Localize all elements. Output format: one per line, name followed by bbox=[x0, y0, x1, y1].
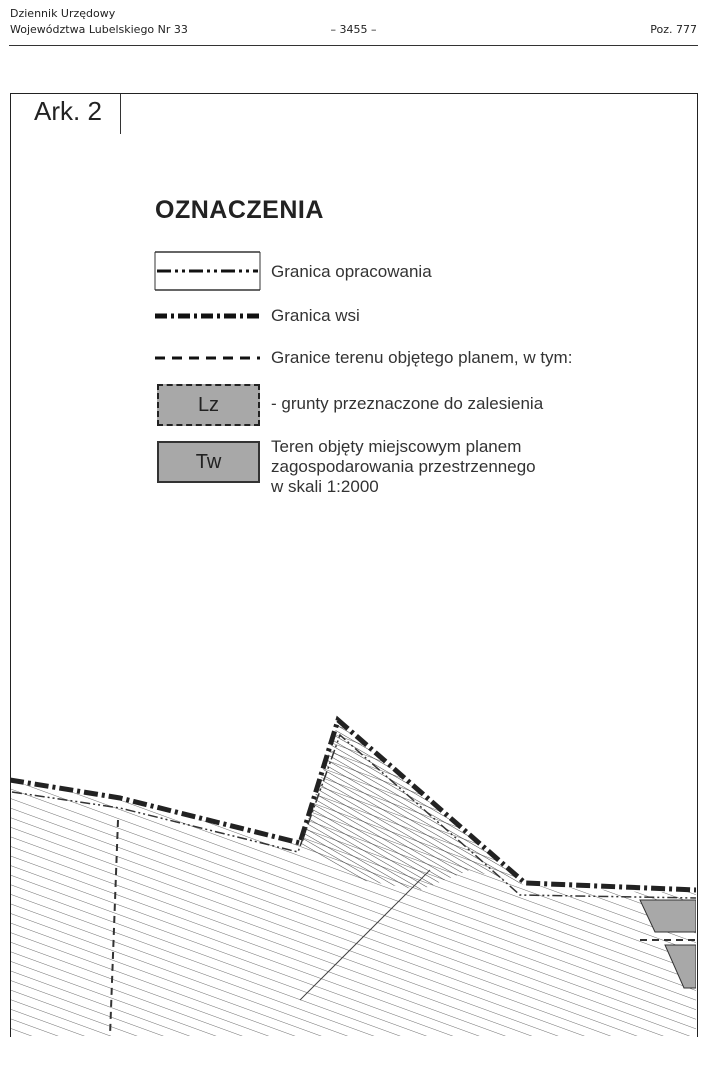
sheet-label: Ark. 2 bbox=[34, 96, 102, 126]
legend-label-local-plan-line3: w skali 1:2000 bbox=[271, 477, 379, 496]
legend-label-village-boundary: Granica wsi bbox=[271, 306, 360, 325]
legend-symbol-afforestation bbox=[157, 384, 260, 426]
legend-label-plan-area: Granice terenu objętego planem, w tym: bbox=[271, 348, 573, 367]
position-number: Poz. 777 bbox=[650, 23, 697, 36]
legend-label-study-boundary: Granica opracowania bbox=[271, 262, 432, 281]
journal-title-line2: Województwa Lubelskiego Nr 33 bbox=[10, 23, 188, 36]
journal-title-line1: Dziennik Urzędowy bbox=[10, 7, 116, 20]
legend-label-local-plan-line2: zagospodarowania przestrzennego bbox=[271, 457, 536, 476]
page-number: – 3455 – bbox=[330, 23, 377, 36]
local-plan-code: Tw bbox=[195, 450, 222, 473]
legend-title: OZNACZENIA bbox=[155, 196, 324, 224]
legend-label-local-plan-line1: Teren objęty miejscowym planem bbox=[271, 437, 522, 456]
afforestation-code: Lz bbox=[197, 393, 220, 416]
legend-label-local-plan bbox=[271, 437, 536, 497]
legend-symbol-study-boundary bbox=[155, 252, 260, 290]
legend-symbol-local-plan bbox=[157, 441, 260, 483]
legend-label-afforestation: - grunty przeznaczone do zalesienia bbox=[271, 394, 544, 413]
